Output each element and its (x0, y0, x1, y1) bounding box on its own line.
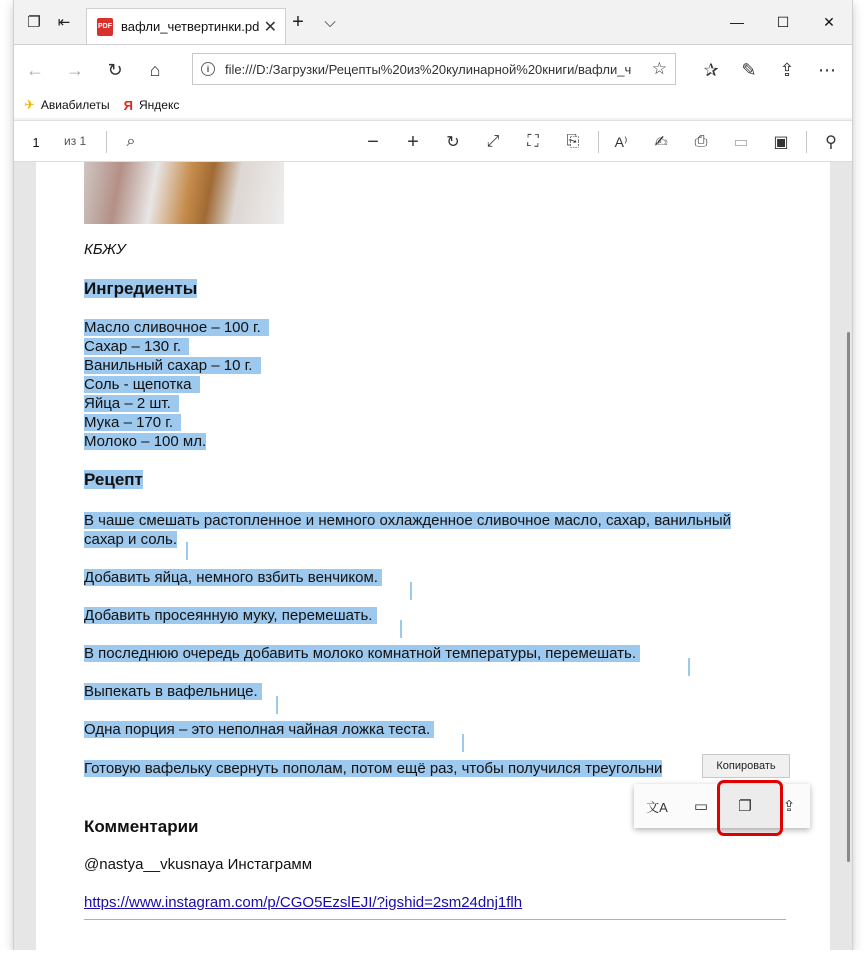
divider (598, 131, 599, 153)
step-text: Добавить просеянную муку, перемешать. (84, 607, 373, 624)
ingredients-heading[interactable] (84, 279, 197, 298)
zoom-out-icon[interactable]: − (367, 130, 379, 153)
ingredient-item[interactable] (84, 413, 181, 432)
recipe-step[interactable] (84, 511, 731, 530)
pdf-toolbar (14, 120, 852, 162)
translate-icon[interactable]: 文A (646, 799, 668, 815)
fit-page-icon[interactable]: ⤢ (486, 133, 500, 150)
plane-icon: ✈ (24, 97, 35, 112)
ingredient-item[interactable] (84, 356, 261, 375)
selection-caret (186, 542, 188, 560)
back-icon[interactable]: ← (26, 59, 44, 80)
chevron-down-icon[interactable]: ⌵ (324, 13, 336, 31)
copy-icon[interactable]: ❐ (738, 798, 752, 815)
recipe-step[interactable] (84, 530, 177, 549)
favorite-yandex[interactable] (124, 98, 180, 113)
favorite-aviabilety[interactable] (24, 97, 110, 113)
recipe-step[interactable] (84, 644, 640, 663)
ingredient-item[interactable] (84, 432, 206, 451)
selection-caret (410, 582, 412, 600)
page-margin (0, 950, 867, 964)
step-text: сахар и соль. (84, 531, 177, 548)
step-text: В последнюю очередь добавить молоко комнатной температуры, перемешать. (84, 645, 637, 662)
ingredient-text: Соль - щепотка (84, 376, 192, 393)
waffle-photo (84, 162, 284, 224)
address-bar[interactable] (192, 53, 676, 85)
notes-icon[interactable]: ✎ (741, 59, 757, 80)
divider-line (84, 919, 786, 920)
copy-tooltip: Копировать (702, 754, 790, 778)
close-window-icon[interactable]: ✕ (823, 13, 835, 30)
step-text: Добавить яйца, немного взбить венчиком. (84, 569, 378, 586)
selection-caret (276, 696, 278, 714)
recipe-step[interactable] (84, 720, 434, 739)
tab-list-icon[interactable]: ❐ (27, 14, 41, 31)
comment-author: @nastya__vkusnaya Инстаграмм (84, 856, 313, 873)
recipe-step[interactable] (84, 606, 377, 625)
favorite-label: Авиабилеты (40, 98, 110, 112)
recipe-heading-text: Рецепт (84, 470, 143, 489)
kbju-label: КБЖУ (84, 241, 126, 258)
read-aloud-icon[interactable]: A⁾ (614, 133, 628, 150)
tab-bar (14, 0, 852, 44)
back-tab-icon[interactable]: ⇤ (57, 14, 71, 31)
ingredients-heading-text: Ингредиенты (84, 279, 198, 298)
recipe-heading[interactable] (84, 470, 143, 489)
divider (106, 131, 107, 153)
share-icon[interactable]: ⇪ (779, 59, 795, 80)
favorite-star-icon[interactable]: ☆ (651, 59, 667, 78)
ingredient-item[interactable] (84, 337, 189, 356)
favorites-icon[interactable]: ✰ (703, 59, 719, 80)
ingredient-text: Яйца – 2 шт. (84, 395, 171, 412)
ingredient-text: Сахар – 130 г. (84, 338, 182, 355)
browser-window (14, 0, 852, 950)
search-icon[interactable]: ⌕ (126, 133, 136, 150)
close-tab-icon[interactable]: ✕ (263, 19, 277, 36)
favorites-bar (14, 92, 852, 118)
forward-icon[interactable]: → (66, 59, 84, 80)
recipe-step[interactable] (84, 682, 262, 701)
active-tab[interactable] (86, 8, 286, 44)
home-icon[interactable]: ⌂ (149, 59, 161, 80)
ingredient-text: Мука – 170 г. (84, 414, 174, 431)
fullscreen-icon[interactable]: ⛶ (527, 133, 539, 150)
maximize-icon[interactable]: ☐ (776, 13, 790, 30)
print-icon[interactable]: ⎙ (694, 133, 708, 150)
pin-icon[interactable]: ⚲ (825, 134, 837, 151)
comments-heading: Комментарии (84, 817, 199, 836)
selection-caret (688, 658, 690, 676)
ingredient-item[interactable] (84, 394, 179, 413)
comment-icon[interactable]: ▭ (693, 798, 709, 815)
step-text: Готовую вафельку свернуть пополам, потом ещё раз, чтобы получился треугольни (84, 760, 663, 777)
save-icon[interactable]: ▭ (733, 134, 749, 151)
save-as-icon[interactable]: ▣ (773, 134, 789, 151)
url-text[interactable]: file:///D:/Загрузки/Рецепты%20из%20кулинарной%20книги/вафли_ч (225, 61, 632, 77)
favorite-label: Яндекс (138, 98, 180, 112)
refresh-icon[interactable]: ↻ (107, 59, 123, 80)
page-number-input[interactable]: 1 (32, 134, 40, 150)
info-icon[interactable]: i (201, 62, 215, 76)
copy-button-highlight (717, 780, 783, 836)
navigation-bar (14, 44, 852, 92)
scrollbar-thumb[interactable] (847, 332, 850, 862)
more-icon[interactable]: ⋯ (818, 59, 836, 80)
tab-title: вафли_четвертинки.pd (121, 19, 260, 34)
share-icon[interactable]: ⇪ (782, 798, 796, 815)
step-text: В чаше смешать растопленное и немного охлажденное сливочное масло, сахар, ванильный (84, 512, 732, 529)
yandex-icon: Я (123, 97, 133, 113)
selection-caret (462, 734, 464, 752)
step-text: Одна порция – это неполная чайная ложка теста. (84, 721, 431, 738)
page-count: из 1 (64, 134, 87, 148)
pdf-file-icon: PDF (97, 18, 113, 36)
recipe-step[interactable] (84, 568, 382, 587)
ingredient-text: Масло сливочное – 100 г. (84, 319, 261, 336)
instagram-link[interactable]: https://www.instagram.com/p/CGO5EzslEJI/?igshid=2sm24dnj1flh (84, 894, 523, 911)
pdf-page[interactable] (36, 162, 830, 950)
step-text: Выпекать в вафельнице. (84, 683, 258, 700)
selection-caret (400, 620, 402, 638)
zoom-in-icon[interactable]: + (407, 130, 419, 153)
draw-icon[interactable]: ✍ (654, 134, 668, 151)
ingredient-item[interactable] (84, 375, 200, 394)
ingredient-item[interactable] (84, 318, 269, 337)
recipe-step[interactable] (84, 759, 662, 778)
page-view-icon[interactable]: ⎘ (566, 133, 580, 150)
ingredient-text: Ванильный сахар – 10 г. (84, 357, 253, 374)
divider (806, 131, 807, 153)
rotate-icon[interactable]: ↻ (446, 134, 460, 151)
new-tab-icon[interactable]: + (292, 10, 304, 33)
ingredient-text: Молоко – 100 мл. (84, 433, 207, 450)
minimize-icon[interactable]: — (730, 14, 744, 30)
